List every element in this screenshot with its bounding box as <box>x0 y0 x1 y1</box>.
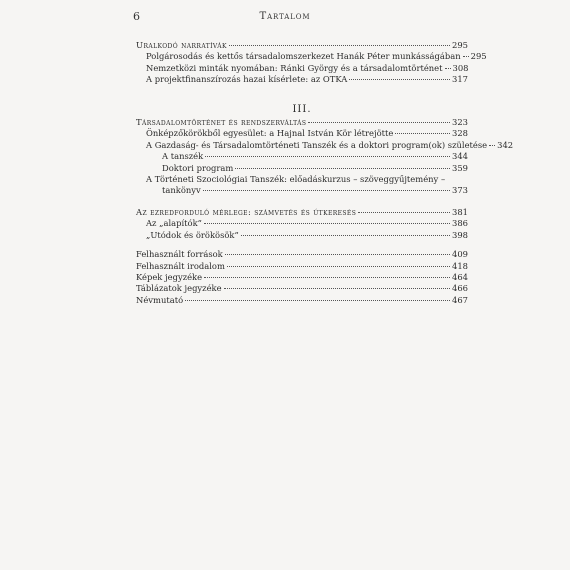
toc-entry <box>136 63 468 74</box>
toc-page-number: 409 <box>452 249 468 260</box>
dot-leader <box>358 212 450 213</box>
toc-entry <box>136 128 468 139</box>
table-of-contents <box>136 40 514 306</box>
part-number: III. <box>292 103 312 115</box>
toc-back-matter-entry <box>136 295 468 306</box>
toc-page-number: 418 <box>452 260 468 271</box>
toc-page-number: 342 <box>497 139 514 150</box>
spacer <box>136 197 468 207</box>
toc-page-number: 295 <box>470 51 487 62</box>
dot-leader <box>227 266 450 267</box>
toc-entry-title: A tanszék <box>162 151 204 162</box>
toc-page-number: 386 <box>452 218 468 229</box>
dot-leader <box>445 68 451 69</box>
dot-leader <box>203 190 450 191</box>
dot-leader <box>204 223 450 224</box>
toc-entry-title: Táblázatok jegyzéke <box>136 283 222 294</box>
toc-entry <box>136 74 468 85</box>
toc-back-matter-entry <box>136 283 468 294</box>
toc-page-number: 464 <box>452 271 468 282</box>
toc-back-matter-entry <box>136 272 468 283</box>
page-header <box>0 10 570 26</box>
toc-back-matter-entry <box>136 261 468 272</box>
toc-entry <box>136 139 514 151</box>
toc-page-number: 328 <box>452 128 468 139</box>
toc-entry-title: Önképzőkörökből egyesület: a Hajnal István Kör létrejötte <box>146 128 394 139</box>
toc-page-number: 323 <box>452 117 468 128</box>
dot-leader <box>205 156 450 157</box>
toc-entry-title: Polgárosodás és kettős társadalomszerkezet Hanák Péter munkásságában <box>146 51 461 62</box>
toc-entry-title-line: A Történeti Szociológiai Tanszék: előadáskurzus – szöveggyűjtemény – <box>146 174 446 185</box>
toc-section-heading <box>136 40 468 51</box>
toc-entry-title: „Utódok és örökösök” <box>146 229 239 240</box>
toc-entry-title: Felhasznált irodalom <box>136 260 225 271</box>
dot-leader <box>235 168 450 169</box>
toc-entry <box>136 51 487 62</box>
dot-leader <box>185 300 450 301</box>
dot-leader <box>225 254 450 255</box>
toc-page-number: 467 <box>452 294 468 305</box>
dot-leader <box>463 56 469 57</box>
toc-entry <box>136 218 468 229</box>
toc-section-heading <box>136 117 468 128</box>
toc-page-number: 381 <box>452 206 468 217</box>
dot-leader <box>489 145 495 146</box>
dot-leader <box>308 122 450 123</box>
toc-entry-title: Az „alapítók” <box>146 218 202 229</box>
dot-leader <box>224 288 450 289</box>
dot-leader <box>241 235 450 236</box>
toc-entry-title: A Gazdaság- és Társadalomtörténeti Tanszék és a doktori program(ok) születése <box>146 139 488 150</box>
toc-page-number: 466 <box>452 283 468 294</box>
toc-entry <box>136 230 468 241</box>
toc-page-number: 295 <box>452 40 468 50</box>
dot-leader <box>204 277 450 278</box>
running-title: Tartalom <box>259 11 311 22</box>
toc-entry-title: Doktori program <box>162 162 234 173</box>
page-number: 6 <box>133 10 140 23</box>
dot-leader <box>229 45 450 46</box>
toc-page-number: 344 <box>452 151 468 162</box>
toc-page-number: 308 <box>452 62 469 73</box>
toc-entry-title-continuation: tankönyv <box>162 185 201 196</box>
toc-subentry <box>136 151 468 162</box>
toc-entry-title: Felhasznált források <box>136 249 223 260</box>
toc-section-title: Uralkodó narratívák <box>136 40 227 50</box>
dot-leader <box>395 133 450 134</box>
dot-leader <box>349 79 450 80</box>
toc-entry-title: Nemzetközi minták nyomában: Ránki György és a társadalomtörténet <box>146 62 443 73</box>
toc-entry <box>136 185 468 196</box>
spacer <box>136 241 468 249</box>
toc-page-number: 359 <box>452 162 468 173</box>
toc-entry-title: A projektfinanszírozás hazai kísérlete: az OTKA <box>146 74 348 85</box>
toc-section-title: Társadalomtörténet és rendszerváltás <box>136 117 307 128</box>
toc-entry-title: Névmutató <box>136 294 184 305</box>
toc-page-number: 398 <box>452 229 468 240</box>
toc-back-matter-entry <box>136 249 468 260</box>
toc-section-title: Az ezredforduló mérlege: számvetés és útkeresés <box>136 206 357 217</box>
toc-section-heading <box>136 207 468 218</box>
toc-page-number: 373 <box>452 185 468 196</box>
toc-entry-title: Képek jegyzéke <box>136 271 203 282</box>
toc-subentry <box>136 163 468 174</box>
toc-page-number: 317 <box>452 74 468 85</box>
